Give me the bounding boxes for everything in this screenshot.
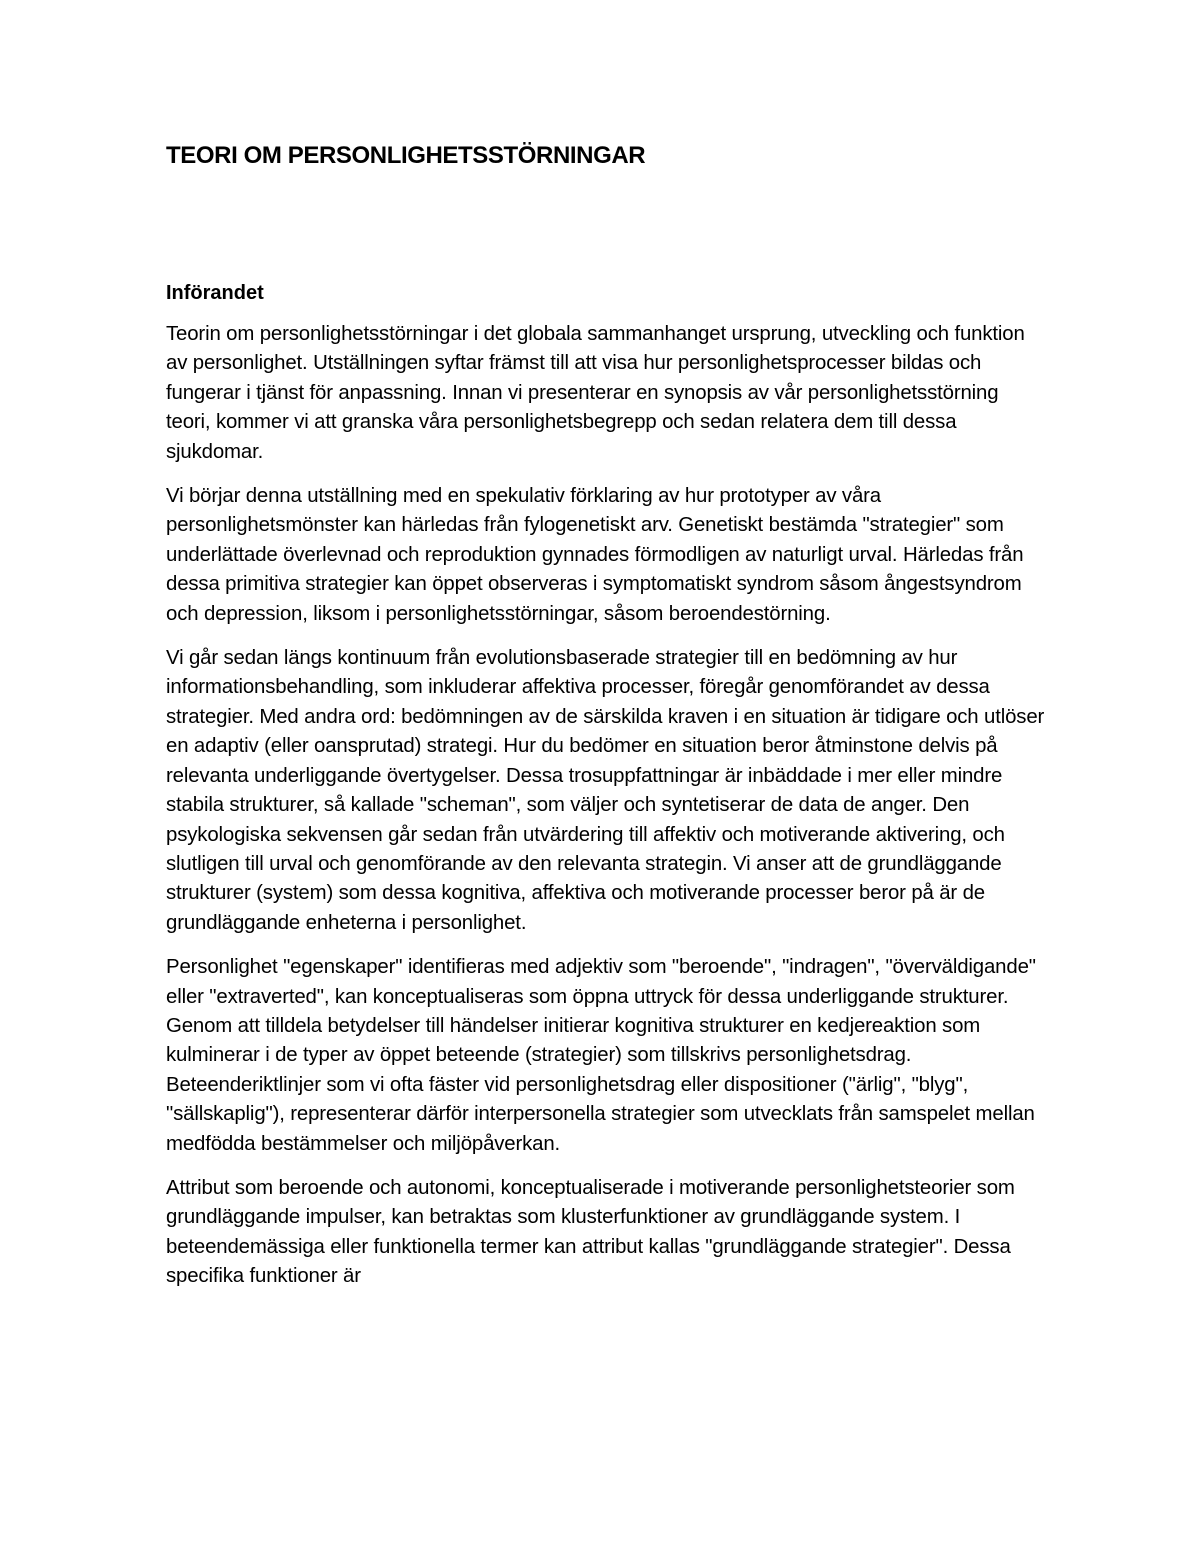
paragraph-4: Personlighet "egenskaper" identifieras med adjektiv som "beroende", "indragen", "överväldigande" eller "extraverted", kan konceptualiseras som öppna uttryck för dessa underliggande strukturer. Genom att tilldela betydelser till händelser initierar kognitiva strukturer en kedjereaktion som kulminerar i de typer av öppet beteende (strategier) som tillskrivs personlighetsdrag. Beteenderiktlinjer som vi ofta fäster vid personlighetsdrag eller dispositioner ("ärlig", "blyg", "sällskaplig"), representerar därför interpersonella strategier som utvecklats från samspelet mellan medfödda bestämmelser och miljöpåverkan. [166,956,1036,1155]
paragraph-5: Attribut som beroende och autonomi, konceptualiserade i motiverande personlighetsteorier som grundläggande impulser, kan betraktas som klusterfunktioner av grundläggande system. I beteendemässiga eller funktionella termer kan attribut kallas "grundläggande strategier". Dessa specifika funktioner är [166,1176,1015,1288]
paragraph-3: Vi går sedan längs kontinuum från evolutionsbaserade strategier till en bedömning av hur informationsbehandling, som inkluderar affektiva processer, föregår genomförandet av dessa strategier. Med andra ord: bedömningen av de särskilda kraven i en situation är tidigare och utlöser en adaptiv (eller oansprutad) strategi. Hur du bedömer en situation beror åtminstone delvis på relevanta underliggande övertygelser. Dessa trosuppfattningar är inbäddade i mer eller mindre stabila strukturer, så kallade "scheman", som väljer och syntetiserar de data de anger. Den psykologiska sekvensen går sedan från utvärdering till affektiv och motiverande aktivering, och slutligen till urval och genomförande av den relevanta strategin. Vi anser att de grundläggande strukturer (system) som dessa kognitiva, affektiva och motiverande processer beror på är de grundläggande enheterna i personlighet. [166,647,1045,934]
document-title: TEORI OM PERSONLIGHETSSTÖRNINGAR [166,142,646,169]
section-heading: Införandet [166,282,264,304]
paragraph-2: Vi börjar denna utställning med en spekulativ förklaring av hur prototyper av våra personlighetsmönster kan härledas från fylogenetiskt arv. Genetiskt bestämda "strategier" som underlättade överlevnad och reproduktion gynnades förmodligen av naturligt urval. Härledas från dessa primitiva strategier kan öppet observeras i symptomatiskt syndrom såsom ångestsyndrom och depression, liksom i personlighetsstörningar, såsom beroendestörning. [166,485,1024,625]
document-body [166,138,1046,1292]
paragraph-1: Teorin om personlighetsstörningar i det globala sammanhanget ursprung, utveckling och funktion av personlighet. Utställningen syftar främst till att visa hur personlighetsprocesser bildas och fungerar i tjänst för anpassning. Innan vi presenterar en synopsis av vår personlighetsstörning teori, kommer vi att granska våra personlighetsbegrepp och sedan relatera dem till dessa sjukdomar. [166,323,1025,463]
